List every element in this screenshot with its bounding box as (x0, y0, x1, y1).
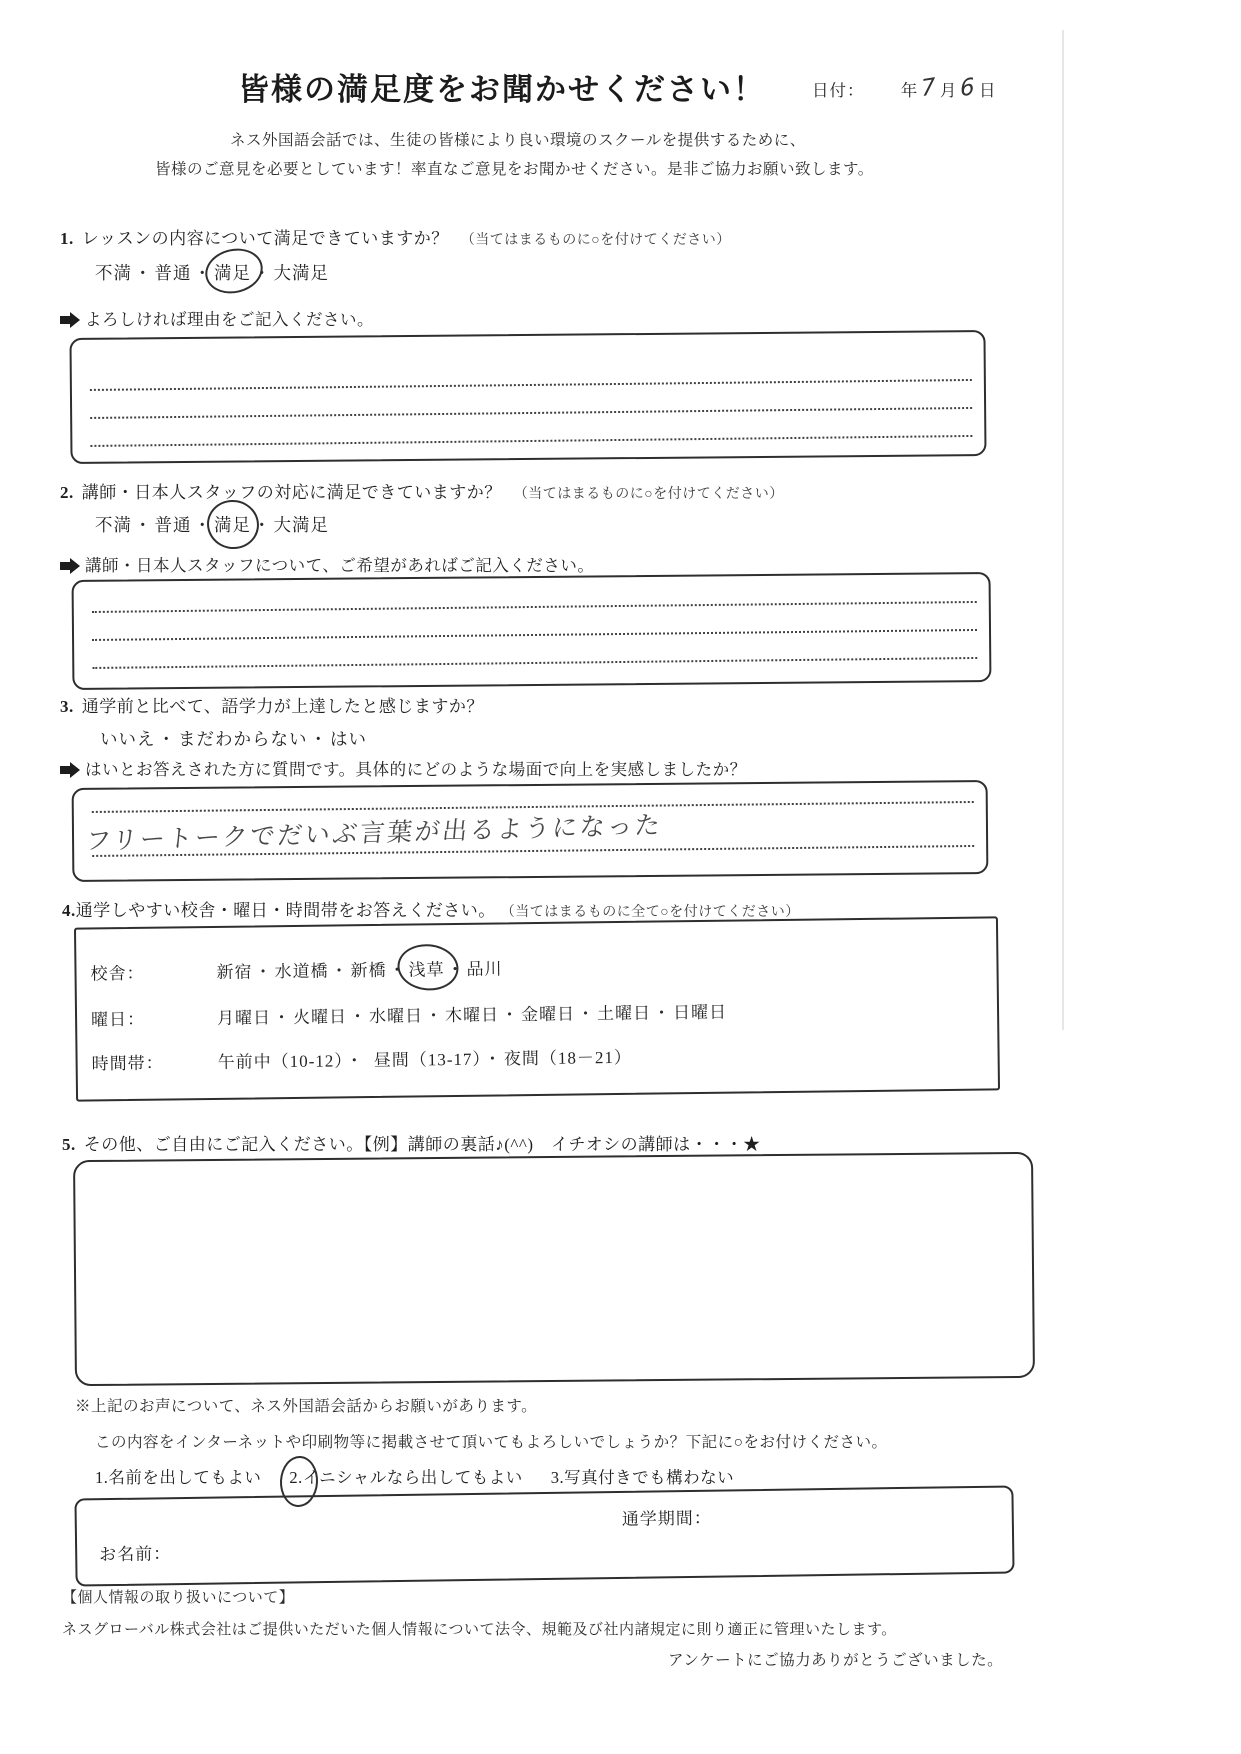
handwritten-answer: フリートークでだいぶ言葉が出るようになった (84, 810, 664, 856)
option-separator: ・ (483, 1049, 503, 1069)
q2-option-futsuu: 普通 (154, 515, 192, 535)
option-separator: ・ (272, 1008, 292, 1028)
question-3-followup (60, 756, 747, 781)
option-separator: ・ (157, 729, 176, 749)
option-separator: ・ (254, 962, 273, 982)
option-separator: ・ (345, 1051, 364, 1071)
date-year-label: 年 (900, 81, 919, 100)
option-separator: ・ (134, 515, 153, 535)
question-2-number: 2. (60, 483, 74, 502)
option-separator: ・ (193, 263, 212, 283)
dotted-writing-line (92, 629, 977, 641)
intro-line-1: ネス外国語会話では、生徒の皆様により良い環境のスクールを提供するために、 (230, 132, 806, 149)
thanks-text: アンケートにご協力ありがとうございました。 (668, 1652, 1004, 1669)
question-4-hint: （当てはまるものに全て○を付けてください） (507, 905, 800, 920)
question-3-followup-text: はいとお答えされた方に質問です。具体的にどのような場面で向上を実感しましたか？ (85, 760, 747, 779)
option-separator: ・ (388, 960, 407, 980)
right-arrow-icon (60, 309, 80, 329)
q4-schools-row (90, 954, 502, 984)
question-5-example: 【例】講師の裏話♪(^^) イチオシの講師は・・・★ (363, 1135, 761, 1154)
question-1-options (95, 260, 329, 285)
option-separator: ・ (576, 1004, 596, 1024)
question-1-hint: （当てはまるものに○を付けてください） (460, 233, 731, 248)
question-4-text: 通学しやすい校舎・曜日・時間帯をお答えください。 (75, 901, 496, 920)
consent-option-1-number: 1. (95, 1468, 109, 1487)
option-separator: ・ (134, 263, 153, 283)
q1-option-manzoku: 満足 (214, 263, 251, 283)
q4-days-row (91, 998, 727, 1031)
scan-edge-line (1062, 30, 1064, 1030)
option-separator: ・ (446, 959, 465, 980)
q2-option-manzoku: 満足 (214, 515, 251, 535)
option-separator: ・ (500, 1005, 520, 1025)
consent-option-2-number: 2. (289, 1468, 303, 1487)
question-2-options (95, 512, 329, 537)
q2-option-manzoku-circled (214, 512, 251, 537)
date-month-value-handwritten: 7 (920, 73, 938, 103)
q4-school-shinagawa: 品川 (466, 959, 503, 979)
q4-day-tue: 火曜日 (292, 1007, 348, 1027)
question-2 (60, 478, 784, 503)
q4-time-morning: 午前中（10-12） (217, 1051, 344, 1072)
q4-day-fri: 金曜日 (520, 1004, 576, 1025)
q4-day-wed: 水曜日 (368, 1006, 424, 1027)
consent-note: ※上記のお声について、ネス外国語会話からお願いがあります。 (75, 1398, 538, 1415)
q2-answer-box (72, 572, 992, 690)
question-4 (62, 896, 800, 921)
option-separator: ・ (253, 515, 272, 535)
question-2-hint: （当てはまるものに○を付けてください） (513, 487, 784, 502)
page-title: 皆様の満足度をお聞かせください！ (238, 72, 766, 107)
consent-option-1 (95, 1464, 261, 1488)
q4-days-label: 曜日： (90, 1009, 146, 1030)
q4-school-asakusa: 浅草 (408, 960, 445, 980)
q1-option-manzoku-circled (214, 260, 251, 285)
question-1-followup-text: よろしければ理由をご記入ください。 (85, 310, 374, 329)
question-1 (60, 224, 731, 249)
question-3-number: 3. (60, 697, 74, 716)
date-day-label: 日 (979, 81, 997, 100)
question-3-options (100, 726, 367, 751)
consent-option-2 (289, 1464, 522, 1488)
q4-day-mon: 月曜日 (216, 1008, 272, 1028)
option-separator: ・ (348, 1007, 368, 1027)
q4-options-box (74, 916, 1000, 1101)
name-period-box (74, 1485, 1014, 1586)
q3-option-madawakaranai: まだわからない (178, 729, 308, 749)
q1-answer-box (69, 330, 986, 464)
question-1-number: 1. (60, 229, 74, 248)
question-3-text: 通学前と比べて、語学力が上達したと感じますか？ (81, 697, 484, 716)
q3-option-iie: いいえ (100, 729, 156, 749)
q1-option-futsuu: 普通 (154, 263, 192, 283)
option-separator: ・ (253, 263, 272, 283)
option-separator: ・ (424, 1006, 444, 1026)
q4-day-sat: 土曜日 (596, 1003, 652, 1024)
privacy-title: 【個人情報の取り扱いについて】 (62, 1590, 295, 1606)
q4-school-suidobashi: 水道橋 (274, 961, 329, 982)
q5-answer-box (73, 1152, 1035, 1386)
consent-options (95, 1464, 762, 1488)
question-4-number: 4. (62, 901, 76, 920)
question-3 (60, 692, 484, 717)
q4-school-shinjuku: 新宿 (216, 962, 253, 982)
q4-time-evening: 夜間（18－21） (503, 1047, 633, 1069)
question-1-text: レッスンの内容について満足できていますか？ (81, 229, 449, 248)
dotted-writing-line (90, 379, 972, 391)
q2-option-daimanzoku: 大満足 (273, 515, 329, 535)
consent-option-1-label: 名前を出してもよい (108, 1468, 262, 1487)
date-month-label: 月 (939, 81, 958, 100)
date-day-value-handwritten: 6 (959, 73, 977, 103)
q2-option-fuman: 不満 (95, 515, 132, 535)
consent-question: この内容をインターネットや印刷物等に掲載させて頂いてもよろしいでしょうか？下記に○をお付けください。 (95, 1434, 888, 1451)
name-label: お名前： (99, 1544, 172, 1565)
dotted-writing-line (90, 435, 972, 447)
question-5-number: 5. (62, 1135, 76, 1154)
q4-time-daytime: 昼間（13-17） (373, 1049, 483, 1070)
consent-option-3-label: 写真付きでも構わない (564, 1468, 735, 1487)
q3-answer-box (72, 780, 989, 882)
question-2-followup (60, 552, 594, 577)
q1-option-daimanzoku: 大満足 (273, 263, 329, 283)
period-label: 通学期間： (621, 1508, 712, 1529)
right-arrow-icon (60, 555, 80, 575)
q4-school-shinbashi: 新橋 (350, 960, 387, 981)
q4-times-row (91, 1043, 632, 1075)
consent-option-2-label: イニシャルなら出してもよい (302, 1468, 523, 1487)
q4-schools-label: 校舎： (90, 963, 145, 984)
option-separator: ・ (193, 515, 212, 535)
question-1-followup (60, 306, 374, 331)
right-arrow-icon (60, 759, 80, 779)
date-label: 日付： (812, 81, 865, 100)
question-2-followup-text: 講師・日本人スタッフについて、ご希望があればご記入ください。 (85, 556, 595, 575)
option-separator: ・ (330, 961, 349, 981)
privacy-text: ネスグローバル株式会社はご提供いただいた個人情報について法令、規範及び社内諸規定に則り適正に管理いたします。 (62, 1622, 897, 1638)
q4-school-asakusa-circled (408, 955, 444, 980)
question-2-text: 講師・日本人スタッフの対応に満足できていますか？ (81, 483, 502, 502)
intro-line-2: 皆様のご意見を必要としています！率直なご意見をお聞かせください。是非ご協力お願い致します。 (155, 161, 874, 178)
question-5 (62, 1130, 761, 1155)
date-field (812, 73, 997, 103)
q4-day-thu: 木曜日 (444, 1005, 500, 1026)
consent-option-2-number-circled (289, 1468, 302, 1488)
consent-option-3-number: 3. (550, 1468, 565, 1487)
q3-option-hai: はい (330, 729, 367, 749)
q4-day-sun: 日曜日 (672, 1002, 728, 1023)
dotted-writing-line (92, 657, 977, 669)
option-separator: ・ (309, 729, 328, 749)
question-5-text: その他、ご自由にご記入ください。 (83, 1135, 364, 1154)
dotted-writing-line (90, 407, 972, 419)
q4-times-label: 時間帯： (91, 1053, 164, 1074)
option-separator: ・ (652, 1003, 672, 1023)
dotted-writing-line (92, 601, 977, 613)
q1-option-fuman: 不満 (95, 263, 132, 283)
consent-option-3 (551, 1464, 734, 1488)
